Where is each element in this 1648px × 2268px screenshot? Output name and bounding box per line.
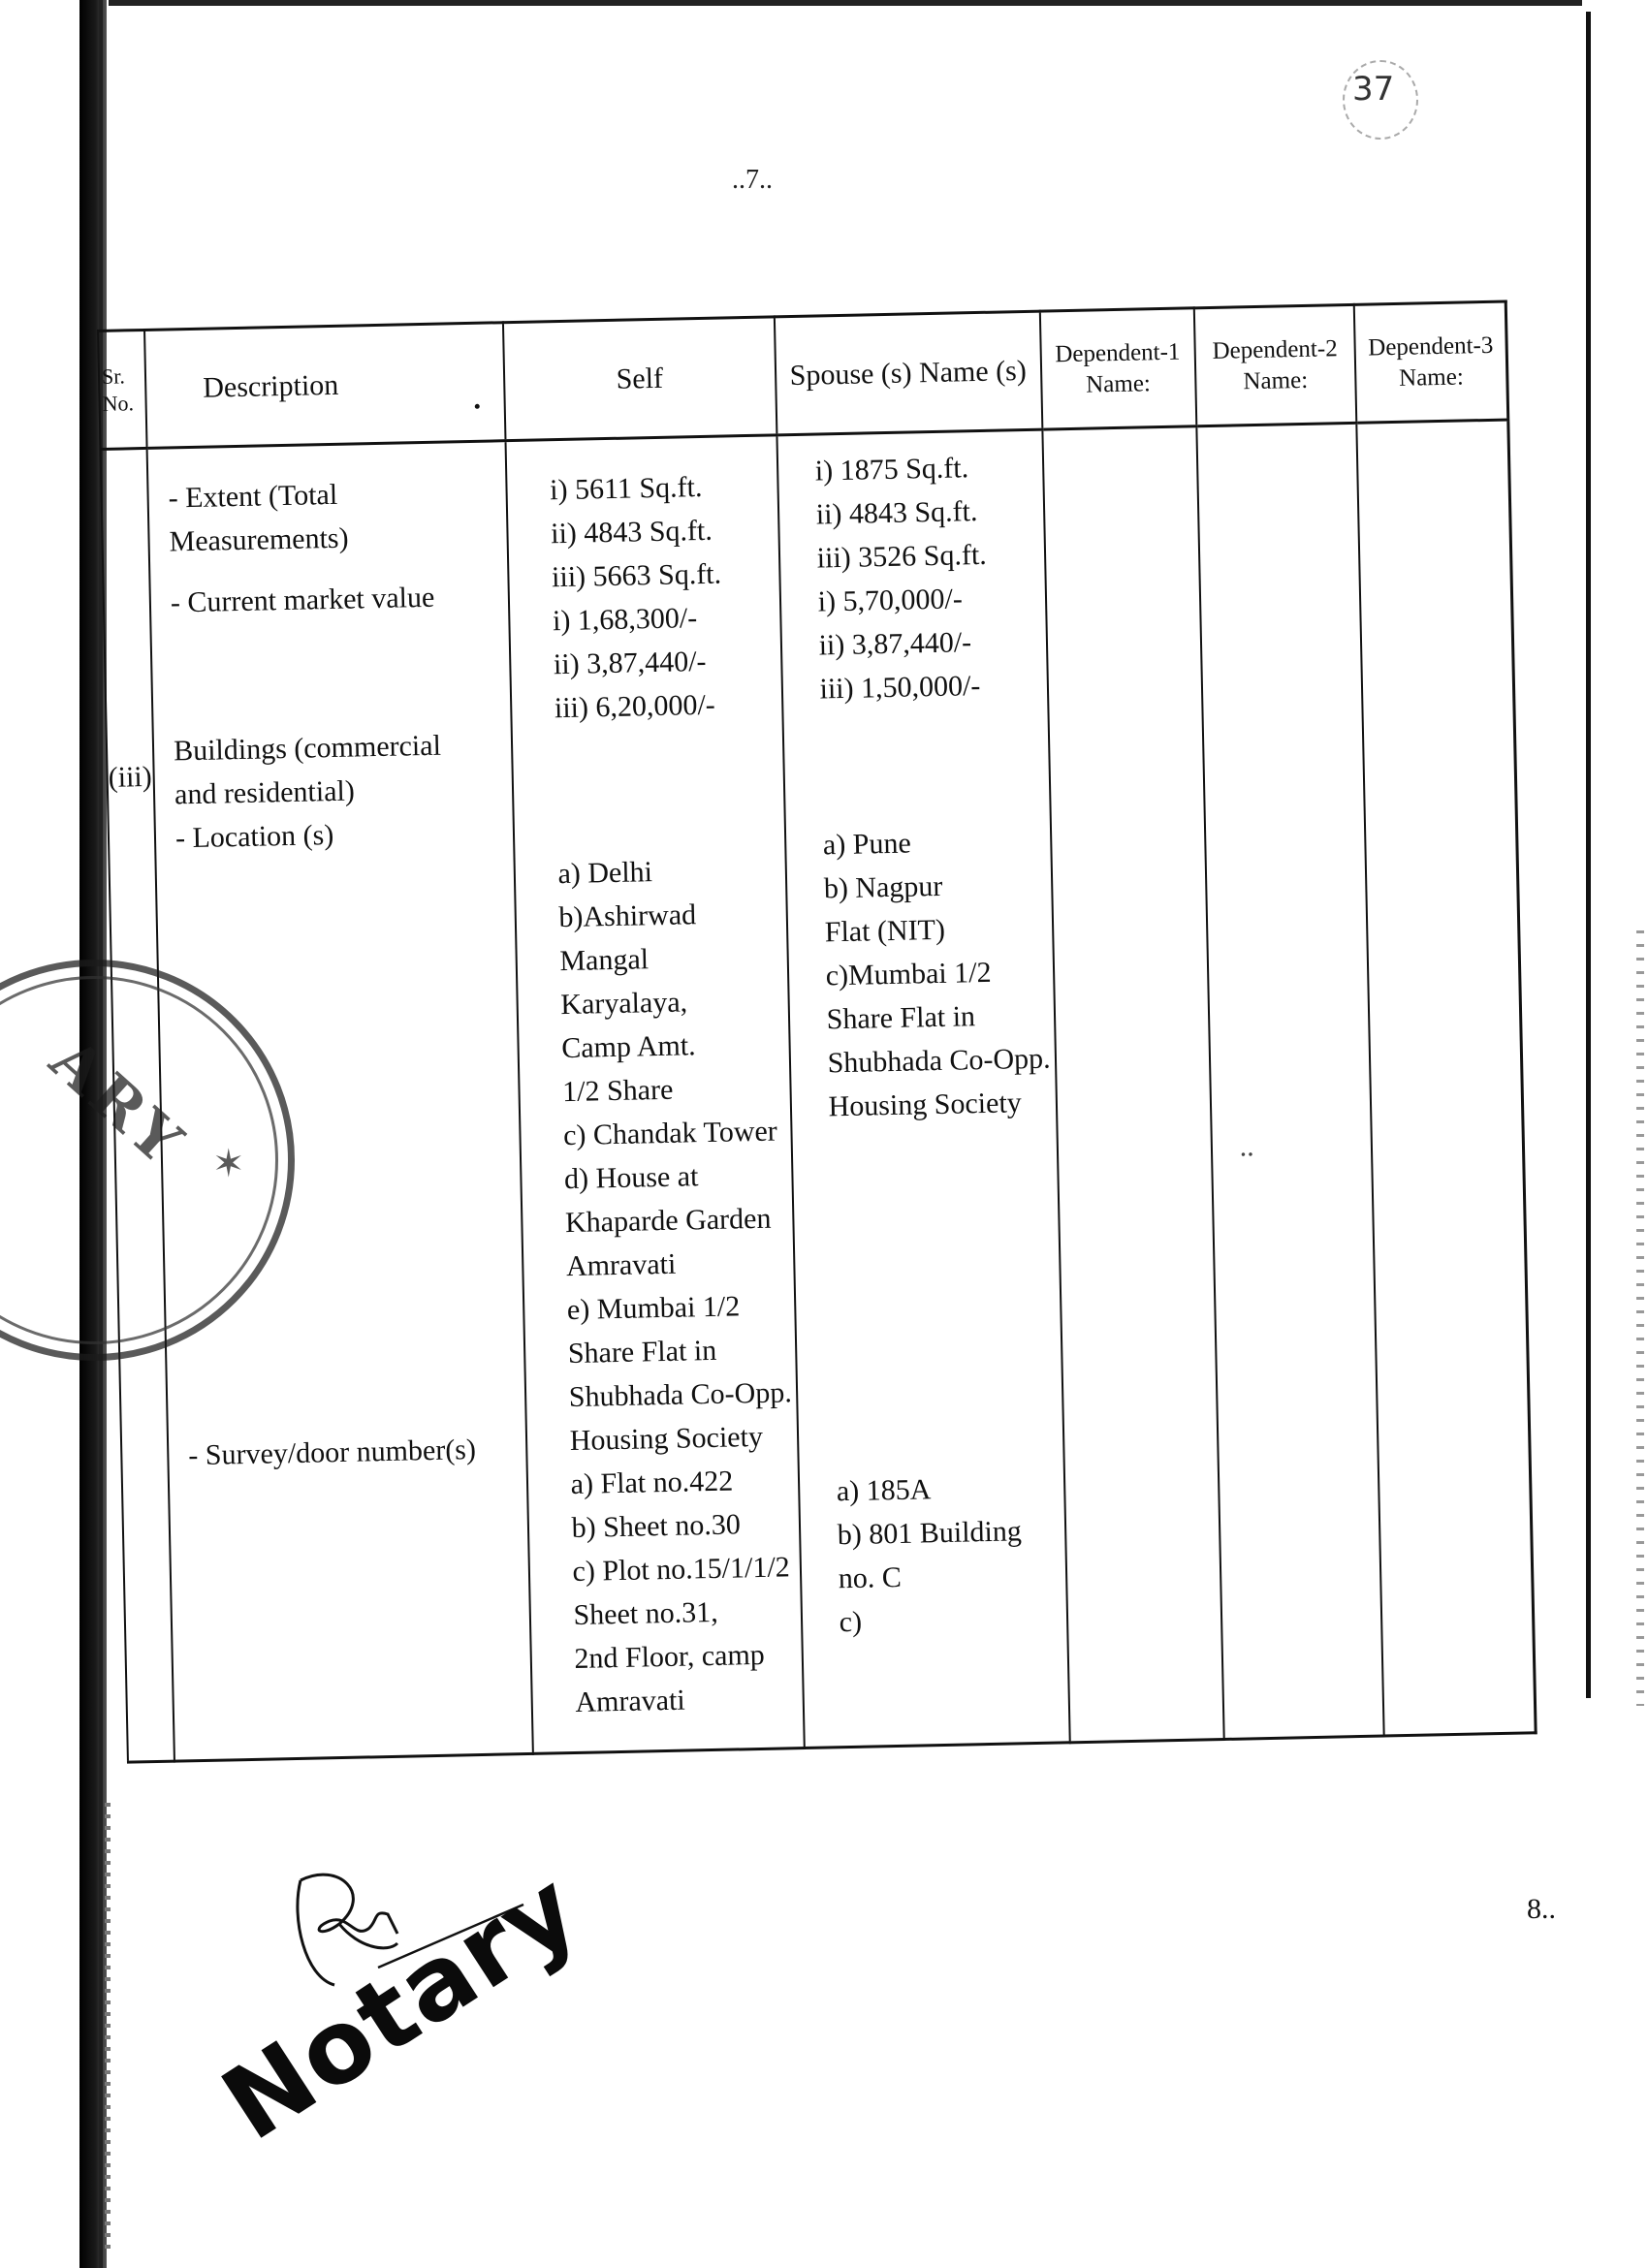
header-dependent-3: Dependent-3 Name: xyxy=(1354,301,1508,423)
asset-table xyxy=(97,300,1537,1764)
self-value-iii: iii) 6,20,000/- xyxy=(554,688,716,725)
self-survey: Sheet no.31, xyxy=(573,1595,718,1631)
spouse-location: c)Mumbai 1/2 xyxy=(825,956,992,992)
header-self: Self xyxy=(503,317,776,441)
header-dot xyxy=(475,404,480,409)
self-location: Amravati xyxy=(565,1247,677,1283)
desc-market-value: - Current market value xyxy=(170,581,435,619)
spouse-survey: c) xyxy=(839,1605,863,1639)
self-location: a) Delhi xyxy=(557,856,653,891)
spouse-location: b) Nagpur xyxy=(823,869,943,905)
cell-self xyxy=(505,435,804,1754)
cell-dependent-2: .. xyxy=(1196,423,1384,1739)
self-location: Mangal xyxy=(559,943,650,978)
self-survey: a) Flat no.422 xyxy=(570,1465,734,1501)
spouse-extent-iii: iii) 3526 Sq.ft. xyxy=(816,538,988,575)
self-location: d) House at xyxy=(563,1160,699,1196)
self-extent-ii: ii) 4843 Sq.ft. xyxy=(550,514,713,551)
self-location: Khaparde Garden xyxy=(564,1202,772,1240)
self-location: Housing Society xyxy=(569,1420,764,1458)
spouse-location: Share Flat in xyxy=(826,1000,976,1036)
desc-extent-2: Measurements) xyxy=(169,521,349,558)
spouse-extent-ii: ii) 4843 Sq.ft. xyxy=(815,495,978,531)
self-survey: 2nd Floor, camp xyxy=(574,1638,766,1675)
self-extent-iii: iii) 5663 Sq.ft. xyxy=(551,557,722,594)
header-sr-no: Sr. No. xyxy=(98,330,147,449)
notary-stamp-label: Notary xyxy=(202,1847,600,2163)
scan-noise-left xyxy=(105,1803,111,2249)
spouse-survey: a) 185A xyxy=(836,1473,932,1508)
self-location: Camp Amt. xyxy=(560,1029,696,1065)
self-value-ii: ii) 3,87,440/- xyxy=(553,645,707,681)
spouse-survey: b) 801 Building xyxy=(837,1515,1023,1552)
cell-spouse xyxy=(776,429,1069,1748)
scan-top-edge xyxy=(109,0,1582,6)
scan-noise-right xyxy=(1636,930,1644,1706)
table-row xyxy=(101,420,1537,1762)
header-spouse: Spouse (s) Name (s) xyxy=(775,311,1042,435)
page-number: ..7.. xyxy=(732,165,773,195)
self-location: b)Ashirwad xyxy=(558,898,697,934)
self-value-i: i) 1,68,300/- xyxy=(552,602,698,638)
spouse-value-iii: iii) 1,50,000/- xyxy=(819,669,981,706)
spouse-location: Shubhada Co-Opp. xyxy=(827,1042,1051,1080)
header-description xyxy=(144,323,505,449)
desc-extent-1: - Extent (Total xyxy=(168,478,338,515)
header-dependent-2: Dependent-2 Name: xyxy=(1193,304,1356,425)
self-survey: c) Plot no.15/1/1/2 xyxy=(572,1551,791,1589)
self-extent-i: i) 5611 Sq.ft. xyxy=(549,470,703,507)
cell-sr-no: (iii) xyxy=(101,448,174,1762)
spouse-location: Flat (NIT) xyxy=(824,913,946,949)
cell-dependent-3 xyxy=(1357,420,1537,1736)
self-survey: b) Sheet no.30 xyxy=(571,1508,742,1545)
spouse-location: a) Pune xyxy=(822,827,912,862)
header-dependent-1: Dependent-1 Name: xyxy=(1039,308,1196,429)
self-location: 1/2 Share xyxy=(561,1073,674,1109)
self-location: Share Flat in xyxy=(567,1334,717,1370)
notary-seal-text: ARY xyxy=(37,1024,200,1181)
desc-survey: - Survey/door number(s) xyxy=(188,1433,477,1472)
desc-buildings-1: Buildings (commercial xyxy=(173,729,442,768)
header-description-label: Description xyxy=(202,368,339,404)
self-survey: Amravati xyxy=(575,1684,686,1718)
self-location: Shubhada Co-Opp. xyxy=(568,1376,793,1414)
spouse-survey: no. C xyxy=(838,1560,903,1595)
self-location: e) Mumbai 1/2 xyxy=(566,1290,741,1327)
cell-dependent-1 xyxy=(1042,426,1223,1743)
spouse-location: Housing Society xyxy=(828,1087,1023,1123)
spouse-value-ii: ii) 3,87,440/- xyxy=(818,626,972,662)
page-right-edge xyxy=(1586,12,1591,1698)
spouse-value-i: i) 5,70,000/- xyxy=(817,583,964,618)
spouse-extent-i: i) 1875 Sq.ft. xyxy=(814,452,969,488)
self-location: Karyalaya, xyxy=(559,986,688,1022)
page-reference-number: 37 xyxy=(1352,70,1395,109)
next-page-indicator: 8.. xyxy=(1527,1893,1556,1925)
self-location: c) Chandak Tower xyxy=(562,1115,778,1152)
star-icon: ✶ xyxy=(212,1142,245,1185)
desc-location: - Location (s) xyxy=(174,819,334,855)
desc-buildings-2: and residential) xyxy=(174,774,356,811)
